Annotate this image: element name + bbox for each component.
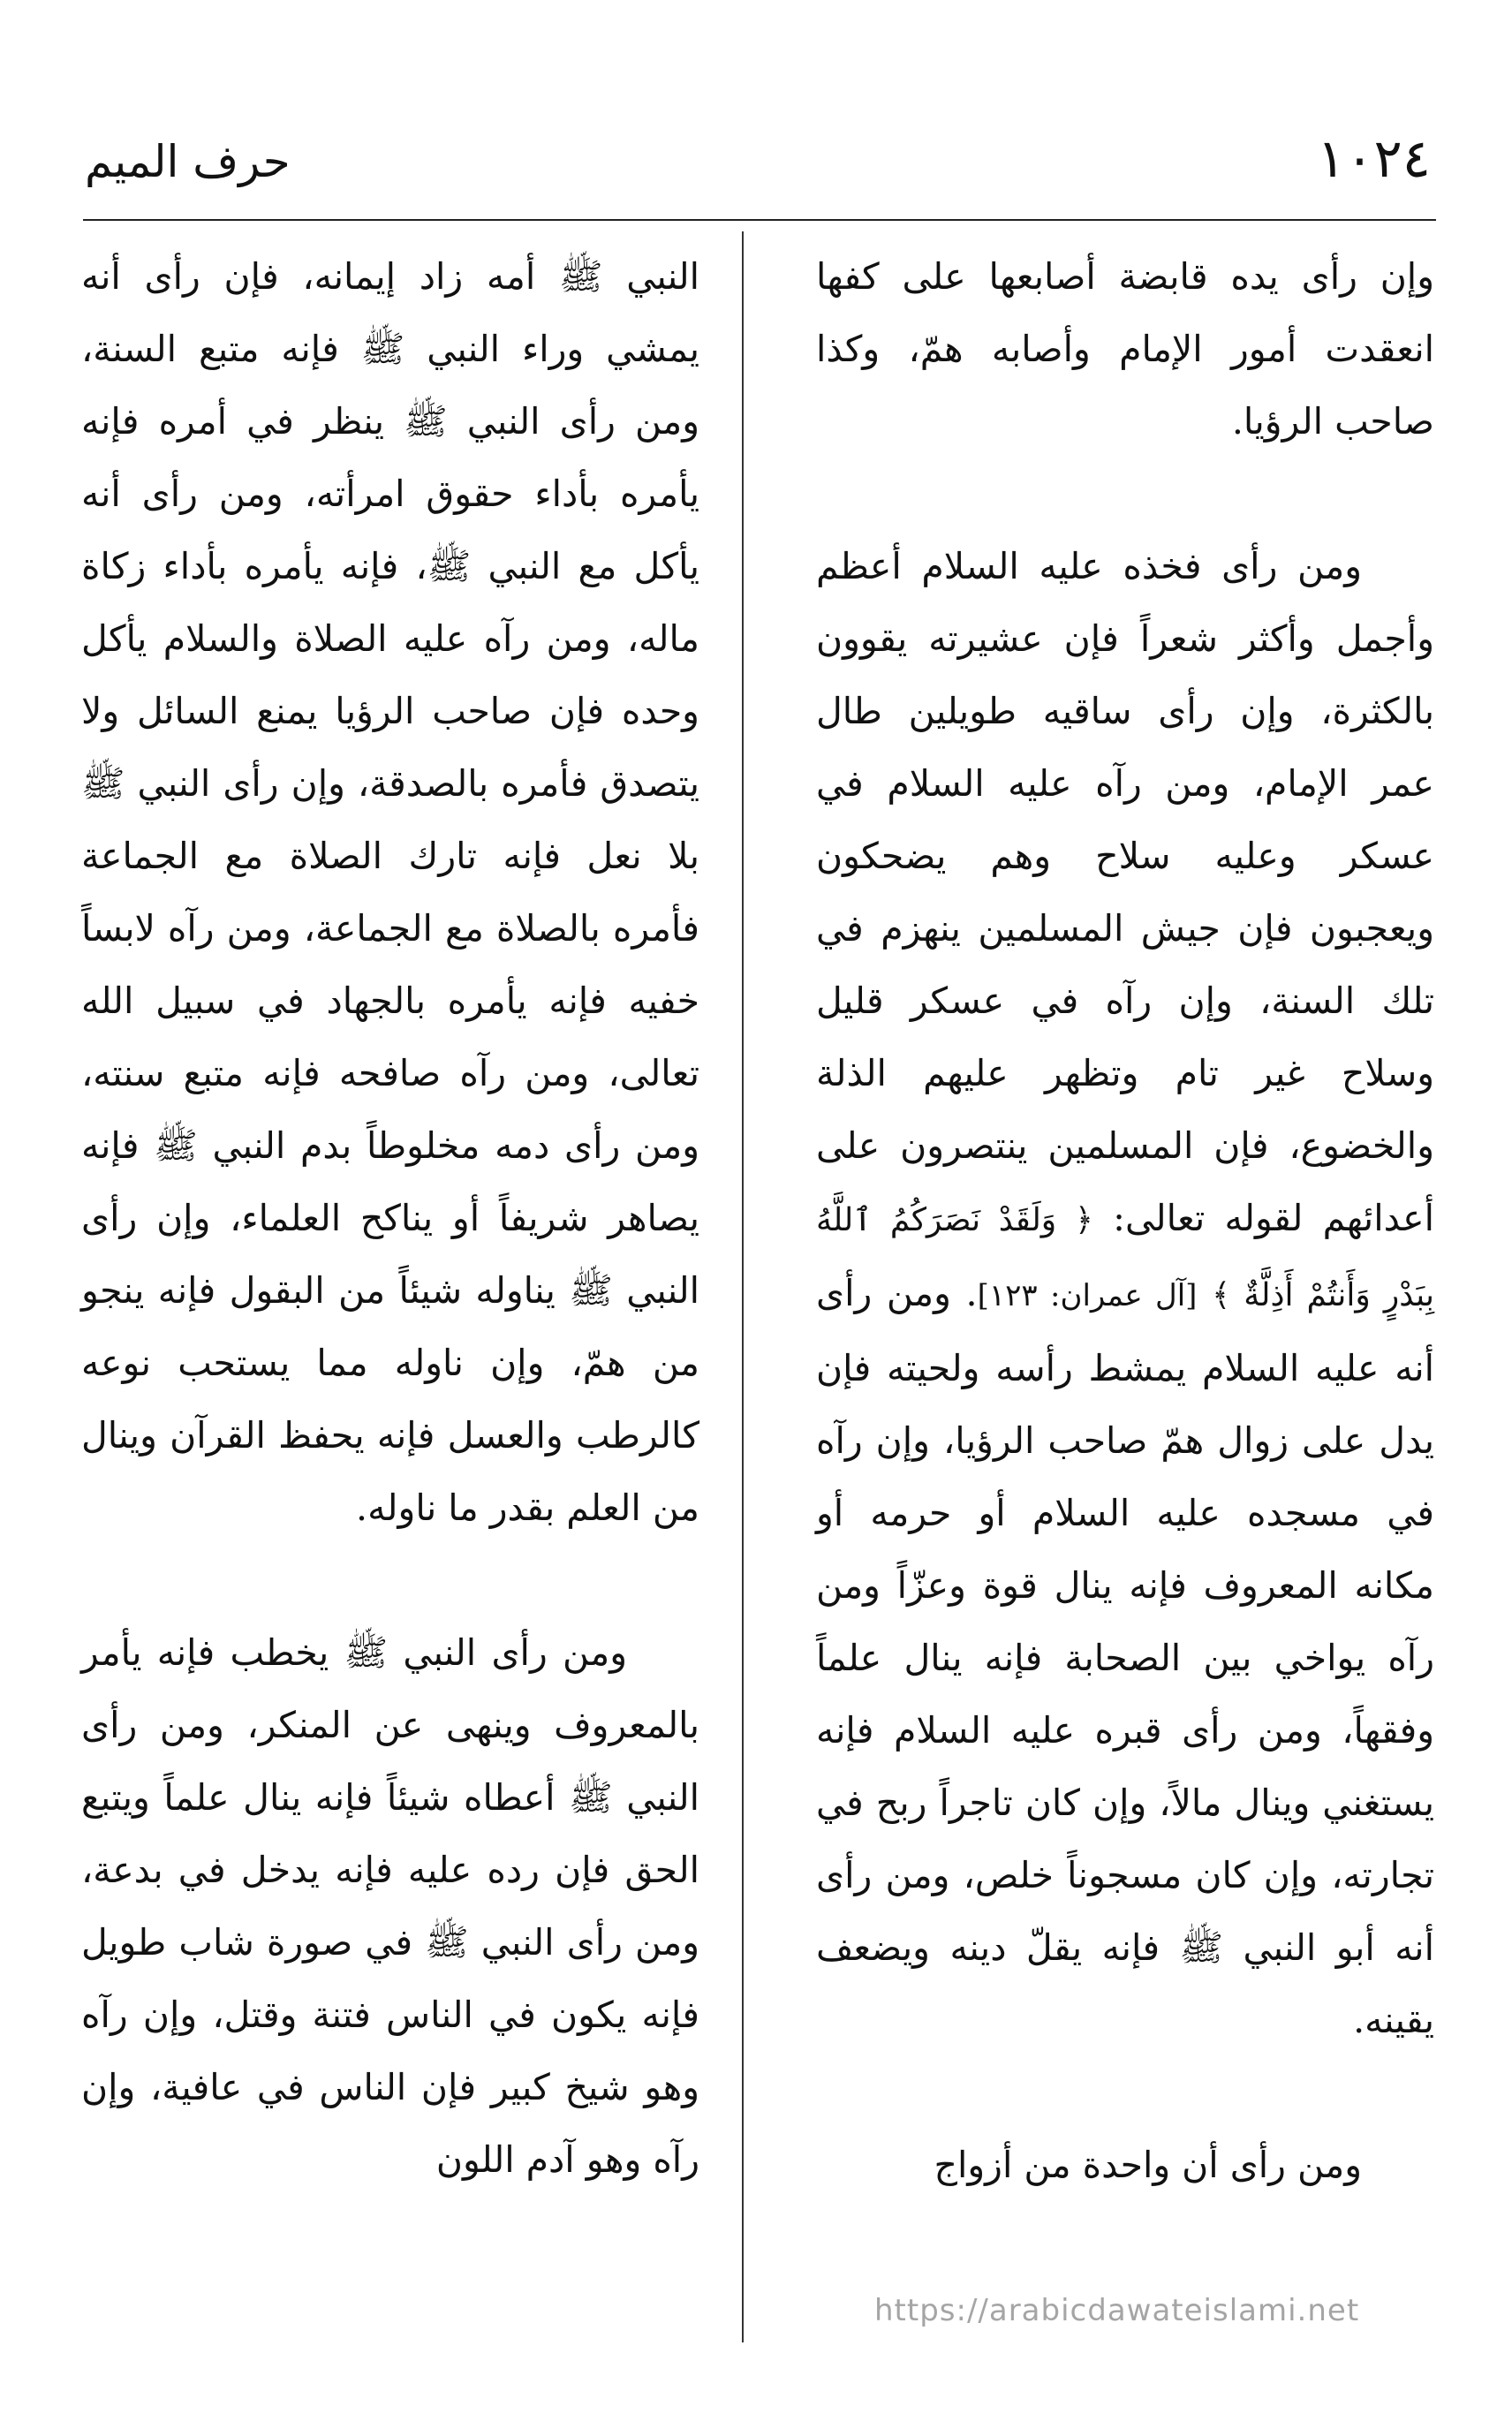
paragraph: [816, 530, 1434, 2056]
paragraph-text: ومن رأى فخذه عليه السلام أعظم وأجمل وأكثر شعراً فإن عشيرته يقوون بالكثرة، وإن رأى ساقيه طويلين طال عمر الإمام، ومن رآه عليه السلام في عسكر وعليه سلاح وهم يضحكون ويعجبون فإن جيش المسلمين ينهزم في تلك السنة، وإن رآه في عسكر قليل وسلاح غير تام وتظهر عليهم الذلة والخضوع، فإن المسلمين ينتصرون على أعدائهم لقوله تعالى:: [816, 545, 1434, 1239]
header-rule: [83, 219, 1436, 221]
watermark-url: https://arabicdawateislami.net: [874, 2293, 1360, 2328]
paragraph: ومن رأى النبي ﷺ يخطب فإنه يأمر بالمعروف وينهى عن المنكر، ومن رأى النبي ﷺ أعطاه شيئاً فإنه ينال علماً ويتبع الحق فإن رده عليه فإنه يدخل في بدعة، ومن رأى النبي ﷺ في صورة شاب طويل فإنه يكون في الناس فتنة وقتل، وإن رآه وهو شيخ كبير فإن الناس في عافية، وإن رآه وهو آدم اللون: [81, 1631, 699, 2181]
paragraph: ومن رأى أن واحدة من أزواج: [934, 2144, 1362, 2186]
paragraph-text: . ومن رأى أنه عليه السلام يمشط رأسه ولحيته فإن يدل على زوال همّ صاحب الرؤيا، وإن رآه في مسجده عليه السلام أو حرمه أو مكانه المعروف فإنه ينال قوة وعزّاً ومن رآه يواخي بين الصحابة فإنه ينال علماً وفقهاً، ومن رأى قبره عليه السلام فإنه يستغني وينال مالاً، وإن كان تاجراً ربح في تجارته، وإن كان مسجوناً خلص، ومن رأى أنه أبو النبي ﷺ فإنه يقلّ دينه ويضعف يقينه.: [816, 1272, 1434, 2041]
column-divider: [742, 231, 744, 2342]
paragraph: النبي ﷺ أمه زاد إيمانه، فإن رأى أنه يمشي وراء النبي ﷺ فإنه متبع السنة، ومن رأى النبي ﷺ ينظر في أمره فإنه يأمره بأداء حقوق امرأته، ومن رأى أنه يأكل مع النبي ﷺ، فإنه يأمره بأداء زكاة ماله، ومن رآه عليه الصلاة والسلام يأكل وحده فإن صاحب الرؤيا يمنع السائل ولا يتصدق فأمره بالصدقة، وإن رأى النبي ﷺ بلا نعل فإنه تارك الصلاة مع الجماعة فأمره بالصلاة مع الجماعة، ومن رآه لابساً خفيه فإنه يأمره بالجهاد في سبيل الله تعالى، ومن رآه صافحه فإنه متبع سنته، ومن رأى دمه مخلوطاً بدم النبي ﷺ فإنه يصاهر شريفاً أو يناكح العلماء، وإن رأى النبي ﷺ يناوله شيئاً من البقول فإنه ينجو من همّ، وإن ناوله مما يستحب نوعه كالرطب والعسل فإنه يحفظ القرآن وينال من العلم بقدر ما ناوله.: [81, 255, 699, 1529]
paragraph: وإن رأى يده قابضة أصابعها على كفها انعقدت أمور الإمام وأصابه همّ، وكذا صاحب الرؤيا.: [816, 255, 1434, 443]
page-number: ١٠٢٤: [1317, 128, 1431, 190]
quran-verse: ﴿ وَلَقَدْ نَصَرَكُمُ ٱللَّهُ بِبَدْرٍ وَأَنتُمْ أَذِلَّةٌ ﴾: [816, 1202, 1434, 1313]
chapter-title: حرف الميم: [85, 136, 291, 187]
left-column: [81, 240, 699, 2196]
quran-source: [آل عمران: ١٢٣]: [977, 1278, 1198, 1313]
right-column: [816, 240, 1434, 2201]
